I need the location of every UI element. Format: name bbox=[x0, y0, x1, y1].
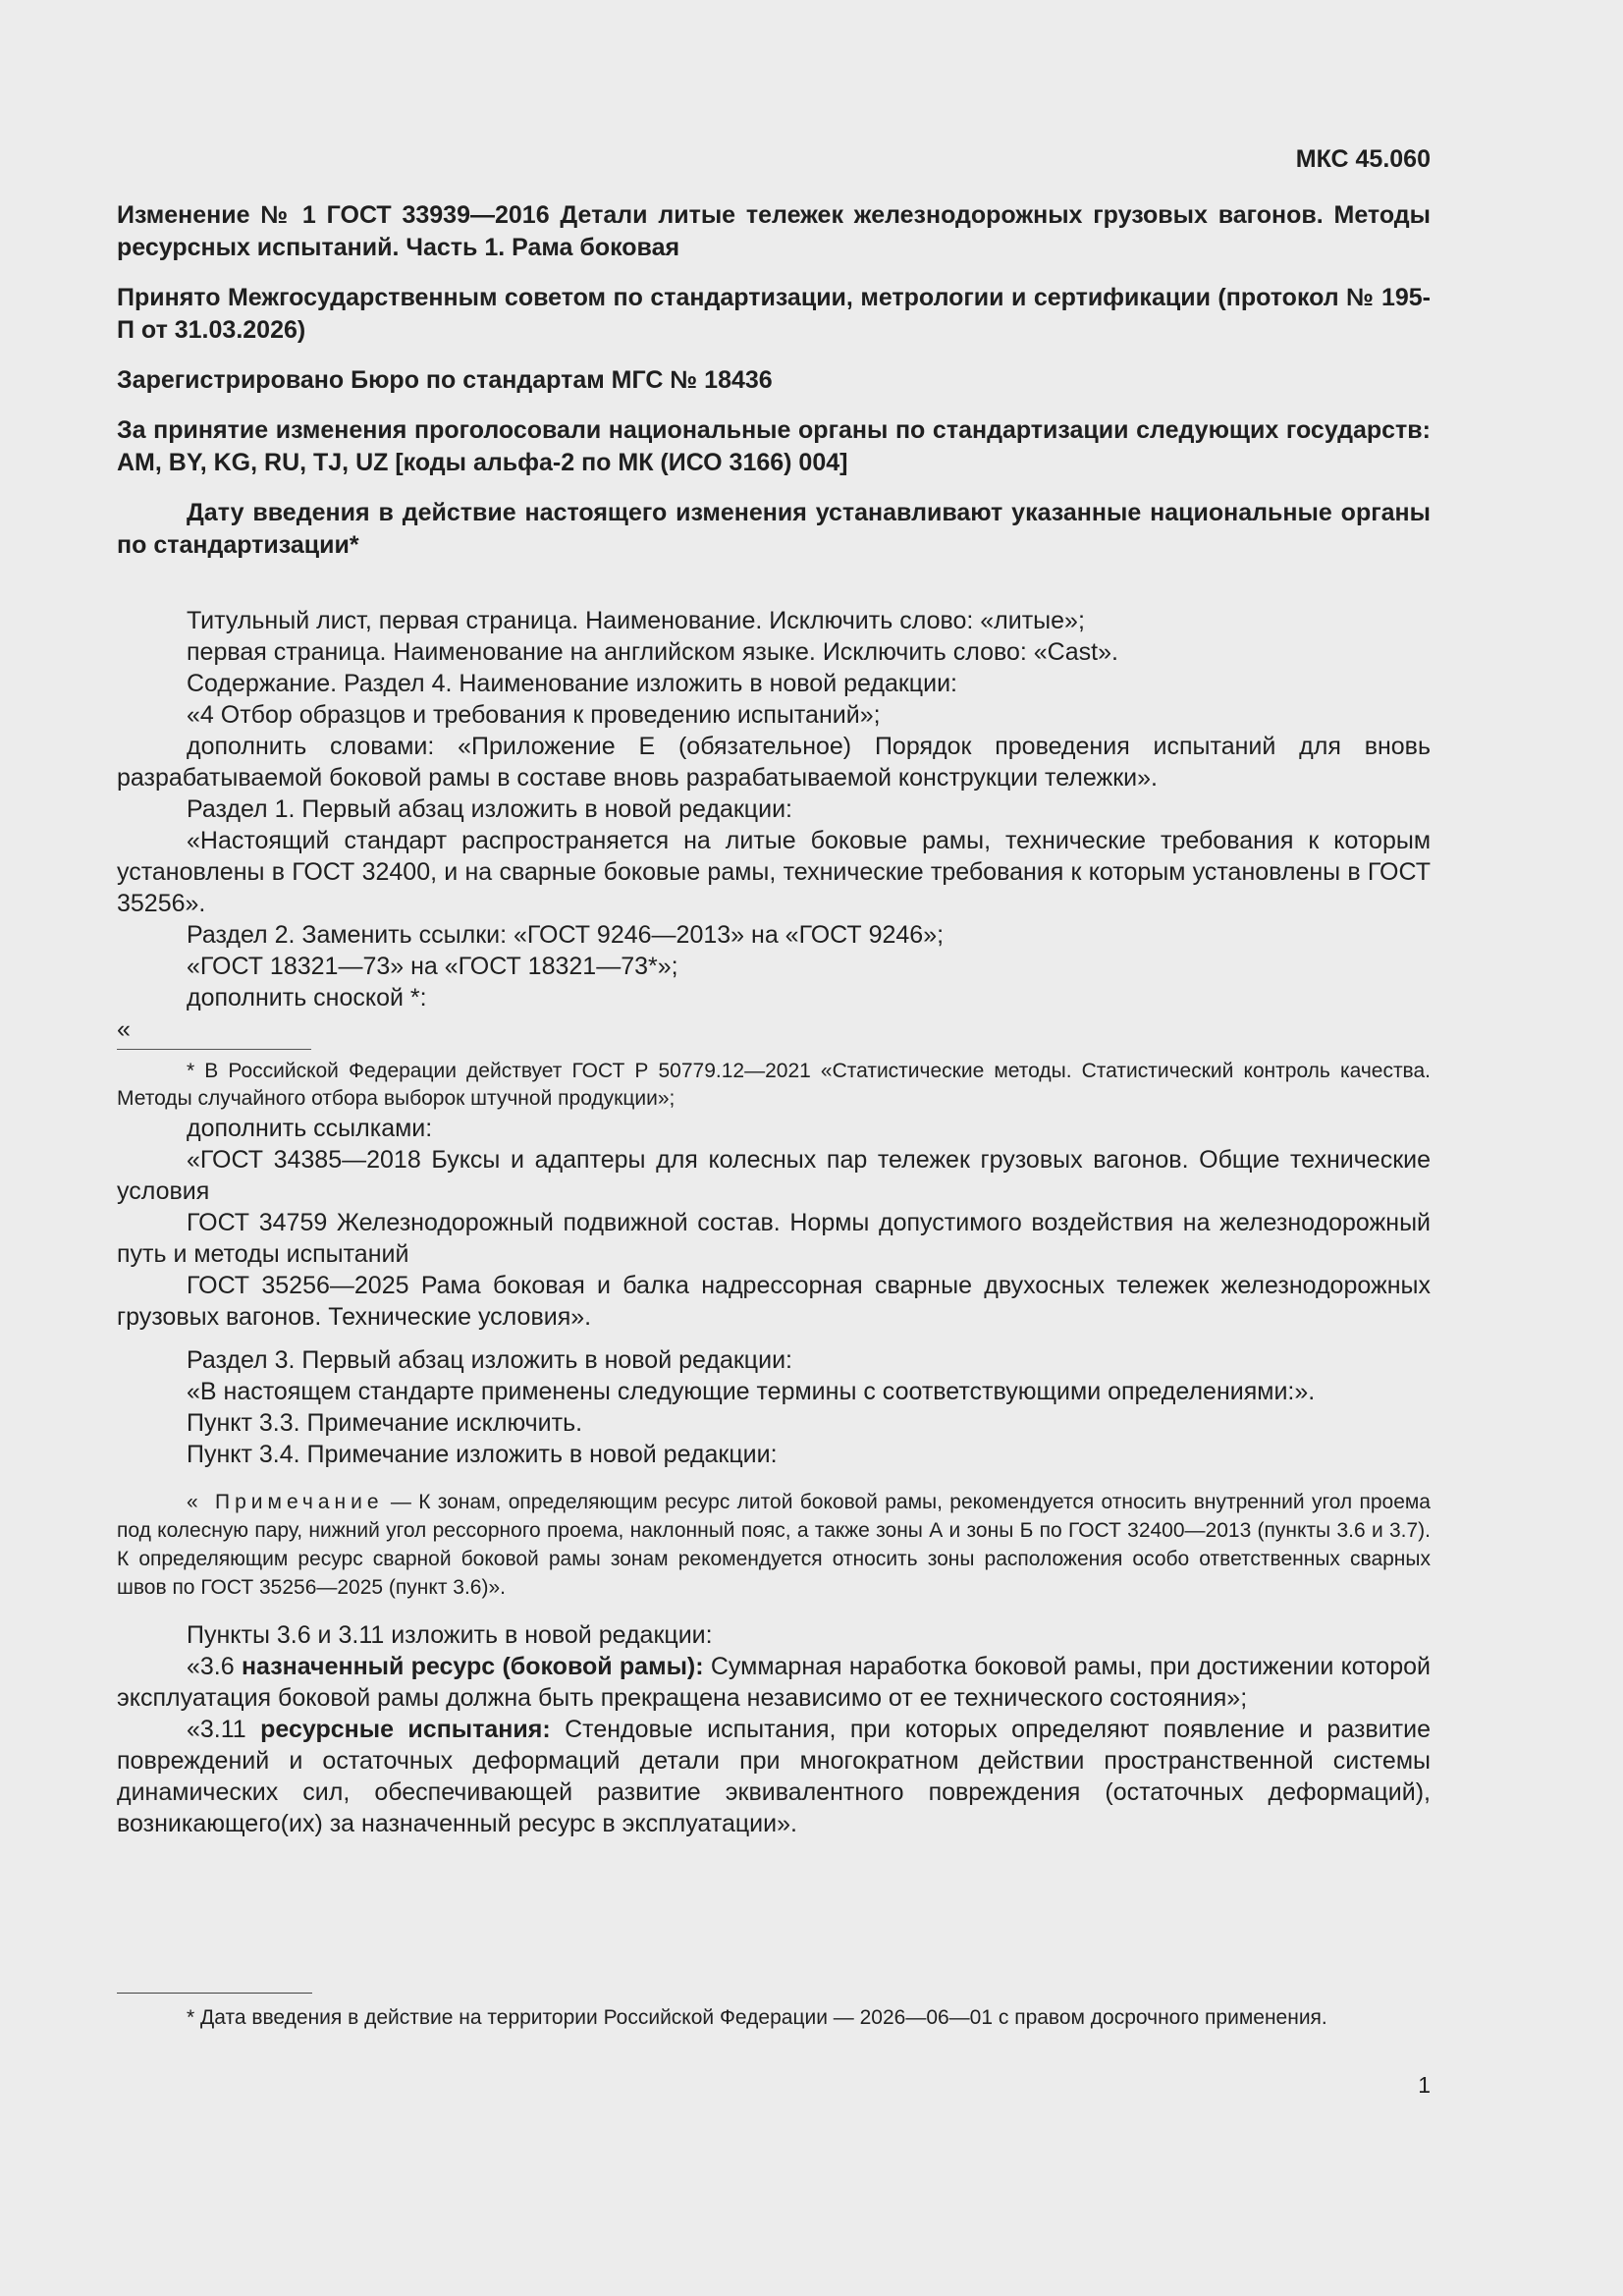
paragraph: «4 Отбор образцов и требования к проведению испытаний»; bbox=[187, 701, 881, 729]
paragraph: дополнить словами: «Приложение Е (обязательное) Порядок проведения испытаний для вновь разрабатываемой боковой рамы в составе вновь разрабатываемой конструкции тележки». bbox=[117, 733, 1431, 792]
term-definition: Суммарная наработка боковой рамы, при достижении которой эксплуатация боковой рамы должна быть прекращена независимо от ее технического состояния»; bbox=[117, 1653, 1431, 1712]
paragraph: Титульный лист, первая страница. Наименование. Исключить слово: «литые»; bbox=[187, 607, 1085, 634]
inline-footnote: * В Российской Федерации действует ГОСТ Р 50779.12—2021 «Статистические методы. Статистический контроль качества. Методы случайного отбора выборок штучной продукции»; bbox=[117, 1060, 1431, 1110]
paragraph: Раздел 3. Первый абзац изложить в новой редакции: bbox=[187, 1346, 792, 1374]
page-footnote: * Дата введения в действие на территории Российской Федерации — 2026—06—01 с правом досрочного применения. bbox=[187, 2006, 1327, 2029]
paragraph: Содержание. Раздел 4. Наименование изложить в новой редакции: bbox=[187, 670, 957, 697]
adopted-by: Принято Межгосударственным советом по стандартизации, метрологии и сертификации (протокол № 195-П от 31.03.2026) bbox=[117, 284, 1431, 344]
paragraph: первая страница. Наименование на английском языке. Исключить слово: «Cast». bbox=[187, 638, 1118, 666]
paragraph: «ГОСТ 18321—73» на «ГОСТ 18321—73*»; bbox=[187, 953, 678, 980]
note-label: « Примечание bbox=[187, 1491, 384, 1513]
open-quote: « bbox=[117, 1015, 131, 1043]
effective-date-note: Дату введения в действие настоящего изменения устанавливают указанные национальные органы по стандартизации* bbox=[117, 499, 1431, 559]
paragraph: ГОСТ 34759 Железнодорожный подвижной состав. Нормы допустимого воздействия на железнодорожный путь и методы испытаний bbox=[117, 1209, 1431, 1268]
note-block bbox=[117, 1488, 1431, 1602]
definition-3-11 bbox=[117, 1714, 1431, 1839]
document-content bbox=[117, 145, 1431, 1839]
note-text: — К зонам, определяющим ресурс литой боковой рамы, рекомендуется относить внутренний угол проема под колесную пару, нижний угол рессорного проема, наклонный пояс, а также зоны А и зоны Б по ГОСТ 32400—2013 (пункты 3.6 и 3.7). К определяющим ресурс сварной боковой рамы зонам рекомендуется относить зоны расположения особо ответственных сварных швов по ГОСТ 35256—2025 (пункт 3.6)». bbox=[117, 1491, 1431, 1599]
definition-3-6 bbox=[117, 1651, 1431, 1714]
amendment-body bbox=[117, 605, 1431, 1839]
registration: Зарегистрировано Бюро по стандартам МГС № 18436 bbox=[117, 366, 773, 394]
footnote-divider bbox=[117, 1049, 311, 1050]
paragraph: «ГОСТ 34385—2018 Буксы и адаптеры для колесных пар тележек грузовых вагонов. Общие технические условия bbox=[117, 1146, 1431, 1205]
term-definition: Стендовые испытания, при которых определяют появление и развитие повреждений и остаточных деформаций детали при многократном действии пространственной системы динамических сил, обеспечивающей развитие эквивалентного повреждения (остаточных деформаций), возникающего(их) за назначенный ресурс в эксплуатации». bbox=[117, 1716, 1431, 1837]
paragraph: «В настоящем стандарте применены следующие термины с соответствующими определениями:». bbox=[187, 1378, 1316, 1405]
mks-code: МКС 45.060 bbox=[1295, 145, 1431, 173]
term-number: «3.6 bbox=[187, 1653, 242, 1680]
paragraph: ГОСТ 35256—2025 Рама боковая и балка надрессорная сварные двухосных тележек железнодорожных грузовых вагонов. Технические условия». bbox=[117, 1272, 1431, 1331]
paragraph: Раздел 2. Заменить ссылки: «ГОСТ 9246—2013» на «ГОСТ 9246»; bbox=[187, 921, 945, 949]
paragraph: «Настоящий стандарт распространяется на литые боковые рамы, технические требования к которым установлены в ГОСТ 32400, и на сварные боковые рамы, технические требования к которым установлены в ГОСТ 35256». bbox=[117, 827, 1431, 917]
paragraph: дополнить сноской *: bbox=[187, 984, 427, 1011]
paragraph: дополнить ссылками: bbox=[187, 1115, 433, 1142]
paragraph: Пункты 3.6 и 3.11 изложить в новой редакции: bbox=[187, 1621, 713, 1649]
paragraph: Раздел 1. Первый абзац изложить в новой редакции: bbox=[187, 795, 792, 823]
footnote-divider bbox=[117, 1993, 312, 1994]
voting-states: За принятие изменения проголосовали национальные органы по стандартизации следующих государств: AM, BY, KG, RU, TJ, UZ [коды альфа-2 по МК (ИСО 3166) 004] bbox=[117, 416, 1431, 476]
term-name: ресурсные испытания: bbox=[260, 1716, 551, 1743]
amendment-title: Изменение № 1 ГОСТ 33939—2016 Детали литые тележек железнодорожных грузовых вагонов. Методы ресурсных испытаний. Часть 1. Рама боковая bbox=[117, 201, 1431, 261]
term-number: «3.11 bbox=[187, 1716, 261, 1743]
term-name: назначенный ресурс (боковой рамы): bbox=[241, 1653, 704, 1680]
page-number: 1 bbox=[1418, 2072, 1431, 2098]
paragraph: Пункт 3.3. Примечание исключить. bbox=[187, 1409, 583, 1437]
paragraph: Пункт 3.4. Примечание изложить в новой редакции: bbox=[187, 1441, 778, 1468]
